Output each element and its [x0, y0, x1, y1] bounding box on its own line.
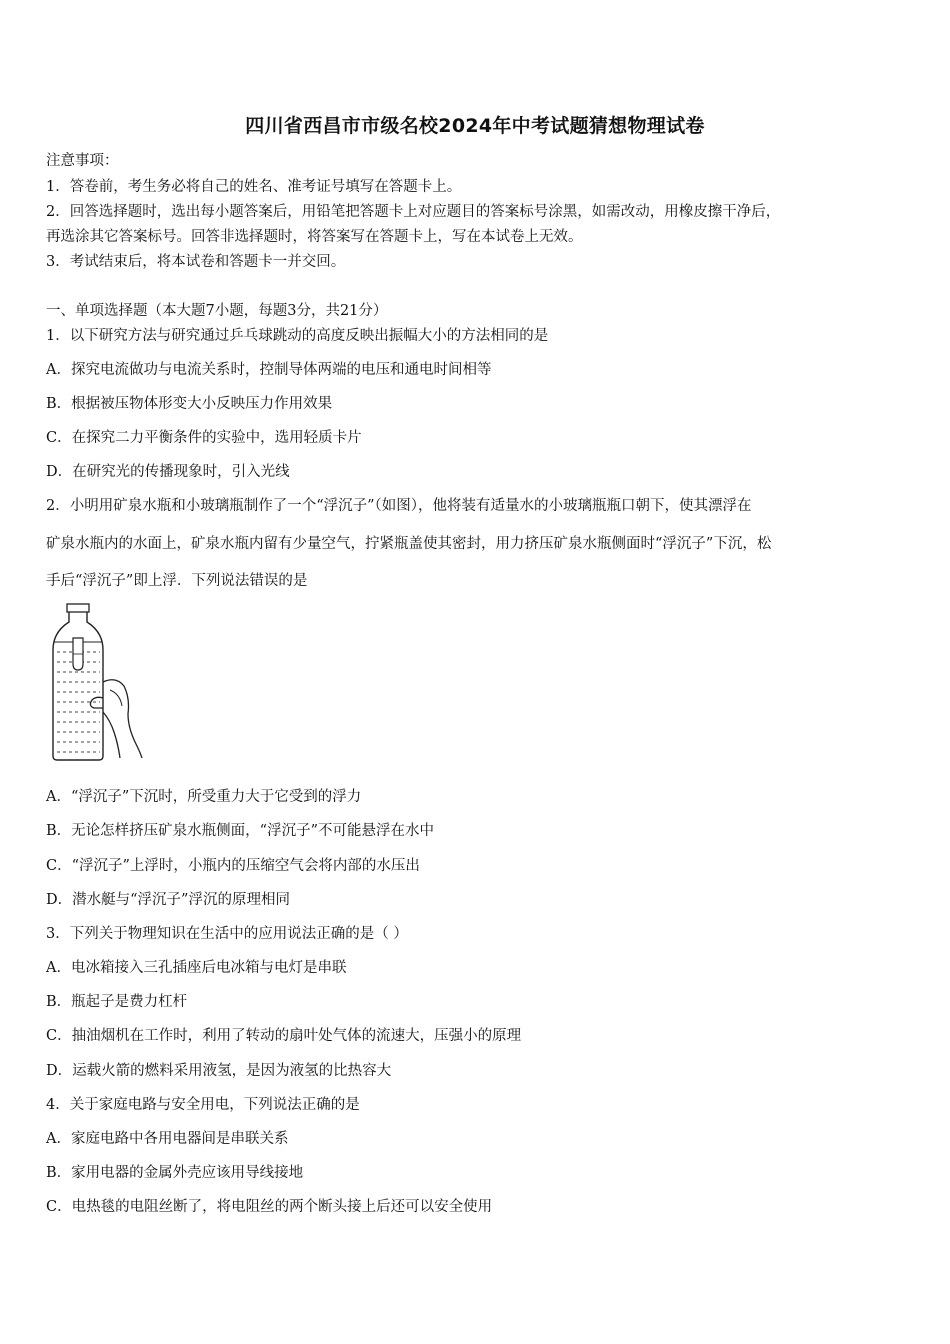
q4-stem: 4．关于家庭电路与安全用电，下列说法正确的是: [46, 1097, 360, 1113]
notice-item: 2．回答选择题时，选出每小题答案后，用铅笔把答题卡上对应题目的答案标号涂黑，如需改动，用橡皮擦干净后，: [46, 204, 781, 220]
q1-option-a: A．探究电流做功与电流关系时，控制导体两端的电压和通电时间相等: [46, 362, 492, 378]
page-title: 四川省西昌市市级名校2024年中考试题猜想物理试卷: [245, 115, 705, 137]
q2-stem-line: 2．小明用矿泉水瓶和小玻璃瓶制作了一个“浮沉子”（如图），他将装有适量水的小玻璃瓶瓶口朝下，使其漂浮在: [46, 498, 752, 514]
q1-option-c: C．在探究二力平衡条件的实验中，选用轻质卡片: [46, 430, 362, 446]
q2-stem-line: 手后“浮沉子”即上浮．下列说法错误的是: [46, 573, 308, 589]
q4-option-b: B．家用电器的金属外壳应该用导线接地: [46, 1165, 304, 1181]
q1-stem: 1．以下研究方法与研究通过乒乓球跳动的高度反映出振幅大小的方法相同的是: [46, 328, 549, 344]
q3-option-b: B．瓶起子是费力杠杆: [46, 994, 188, 1010]
q3-option-d: D．运载火箭的燃料采用液氢，是因为液氢的比热容大: [46, 1063, 392, 1079]
section-heading: 一、单项选择题（本大题7小题，每题3分，共21分）: [46, 303, 388, 319]
q2-option-b: B．无论怎样挤压矿泉水瓶侧面，“浮沉子”不可能悬浮在水中: [46, 823, 434, 839]
notice-heading: 注意事项：: [46, 153, 119, 169]
q2-stem-line: 矿泉水瓶内的水面上，矿泉水瓶内留有少量空气，拧紧瓶盖使其密封，用力挤压矿泉水瓶侧面时“浮沉子”下沉，松: [46, 536, 772, 552]
float-diver-bottle-figure: [48, 602, 144, 764]
notice-item: 3．考试结束后，将本试卷和答题卡一并交回。: [46, 254, 346, 270]
q4-option-a: A．家庭电路中各用电器间是串联关系: [46, 1131, 289, 1147]
q2-option-c: C．“浮沉子”上浮时，小瓶内的压缩空气会将内部的水压出: [46, 858, 420, 874]
q3-stem: 3．下列关于物理知识在生活中的应用说法正确的是（ ）: [46, 926, 408, 942]
q3-option-a: A．电冰箱接入三孔插座后电冰箱与电灯是串联: [46, 960, 347, 976]
q4-option-c: C．电热毯的电阻丝断了，将电阻丝的两个断头接上后还可以安全使用: [46, 1199, 493, 1215]
q1-option-b: B．根据被压物体形变大小反映压力作用效果: [46, 396, 333, 412]
q1-option-d: D．在研究光的传播现象时，引入光线: [46, 464, 290, 480]
q2-option-a: A．“浮沉子”下沉时，所受重力大于它受到的浮力: [46, 789, 362, 805]
q2-option-d: D．潜水艇与“浮沉子”浮沉的原理相同: [46, 892, 290, 908]
q3-option-c: C．抽油烟机在工作时，利用了转动的扇叶处气体的流速大，压强小的原理: [46, 1028, 522, 1044]
notice-item: 再选涂其它答案标号。回答非选择题时，将答案写在答题卡上，写在本试卷上无效。: [46, 229, 583, 245]
notice-item: 1．答卷前，考生务必将自己的姓名、准考证号填写在答题卡上。: [46, 179, 462, 195]
